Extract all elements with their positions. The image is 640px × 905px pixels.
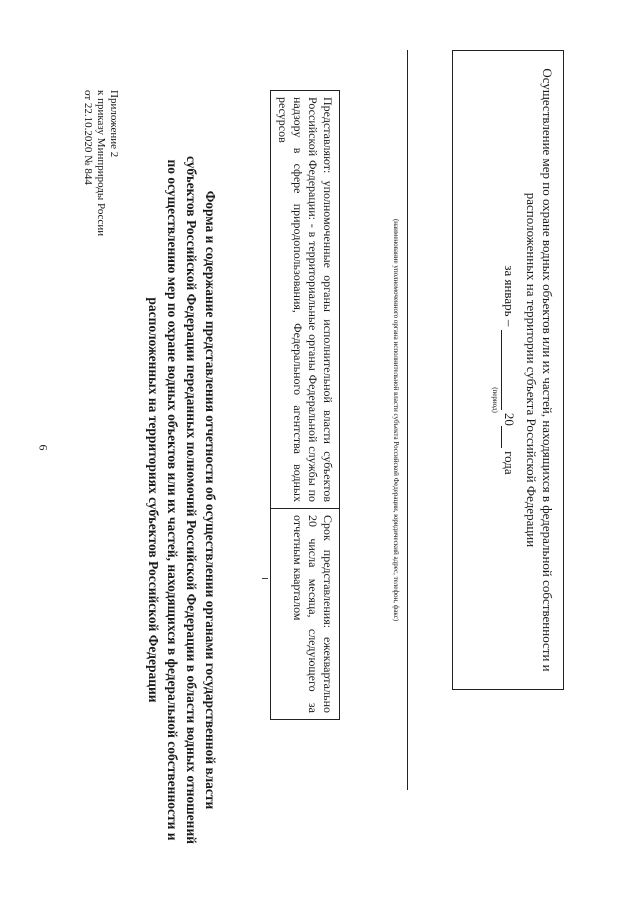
year-suffix: года: [502, 451, 517, 475]
period-prefix: за январь –: [502, 265, 517, 327]
report-period-row: [501, 51, 517, 689]
appendix-line-1: Приложение 2: [108, 90, 120, 158]
organization-name-line: [407, 50, 408, 790]
appendix-line-3: от 22.10.2020 № 844: [82, 90, 94, 185]
period-blank: [501, 330, 502, 410]
submitters-cell: Представляют: уполномоченные органы исполнительной власти субъектов Российской Федерации: - в территориальные органы Федеральной службы по надзору в сфере природопользования, Федерального агентства водных ресурсов: [271, 91, 340, 509]
title-line-1: Форма и содержание представления отчетности об осуществлении органами государственной власти: [203, 190, 218, 810]
rotated-page-content: [20, 0, 640, 880]
report-heading-box: [452, 50, 564, 690]
year-blank: [501, 426, 502, 448]
page-number: 6: [36, 444, 51, 451]
title-line-2: субъектов Российской Федерации переданных полномочий Российской Федерации в области водных отношений: [184, 155, 199, 845]
period-caption: (период): [491, 387, 499, 413]
submission-info-table: [270, 90, 340, 720]
organization-name-caption: (наименование уполномоченного органа исполнительной власти субъекта Российской Федерации, юридический адрес, телефон, факс): [392, 218, 400, 622]
deadline-cell: Срок представления: ежеквартально 20 числа месяца, следующего за отчетным кварталом: [271, 509, 340, 720]
title-line-4: расположенных на территориях субъектов Российской Федерации: [146, 297, 161, 703]
document-title: [144, 130, 220, 870]
table-row: [271, 91, 340, 720]
appendix-header: [81, 90, 120, 236]
report-line-1: Осуществление мер по охране водных объектов или их частей, находящихся в федеральной собственности и: [540, 68, 555, 672]
year-prefix: 20: [502, 412, 517, 426]
appendix-line-2: к приказу Минприроды России: [95, 90, 107, 237]
report-line-2: расположенных на территории субъекта Российской Федерации: [524, 192, 539, 548]
tick-mark: [262, 578, 268, 579]
title-line-3: по осуществлению мер по охране водных объектов или их частей, находящихся в федеральной собственности и: [165, 159, 180, 841]
